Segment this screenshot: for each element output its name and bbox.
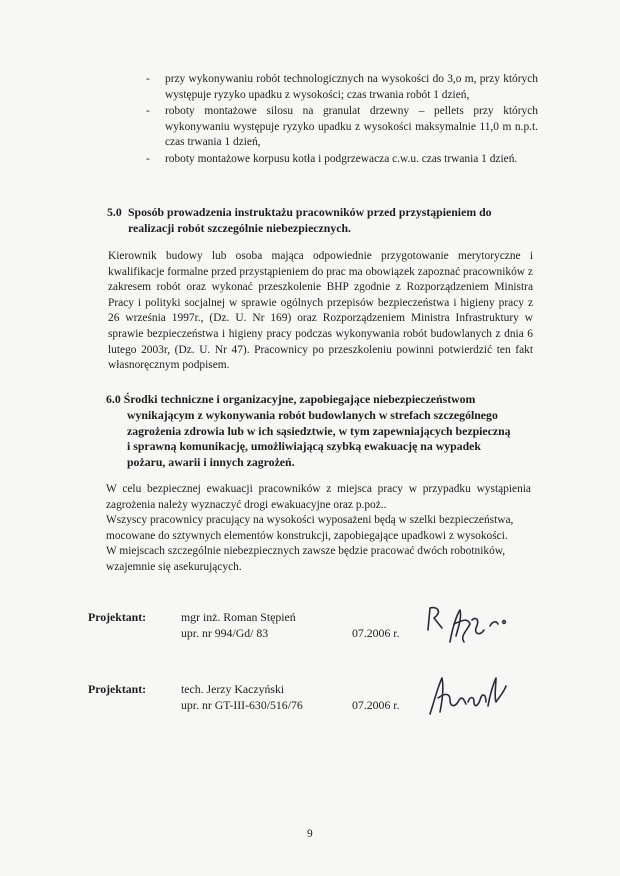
section-title-line: zagrożenia zdrowia lub w ich sąsiedztwie, w tym zapewniających bezpieczną: [127, 423, 511, 438]
signatory-license: upr. nr 994/Gd/ 83: [181, 626, 269, 640]
bullet-marker: -: [146, 105, 150, 118]
section-6-heading: [106, 392, 526, 471]
section-title-line: pożaru, awarii i innych zagrożeń.: [127, 455, 295, 470]
list-item: - roboty montażowe silosu na granulat drzewny – pellets przy których wykonywaniu występuje ryzyko upadku z wysokości maksymalnie 11,0 m n.p.t. czas trwania 1 dzień,: [146, 105, 538, 149]
section-title-line: wynikającym z wykonywania robót budowlanych w strefach szczególnego: [127, 407, 498, 422]
signatory-date: 07.2006 r.: [352, 698, 400, 712]
handwritten-signature-icon: [424, 672, 514, 722]
handwritten-signature-icon: [420, 602, 540, 652]
signatory-name: mgr inż. Roman Stępień: [181, 610, 296, 624]
section-title-line: 6.0 Środki techniczne i organizacyjne, zapobiegające niebezpieczeństwom: [106, 392, 476, 406]
section-5-heading: [107, 205, 527, 237]
section-title-line: realizacji robót szczególnie niebezpiecznych.: [128, 220, 351, 235]
signatory-name: tech. Jerzy Kaczyński: [181, 682, 285, 696]
signatory-date: 07.2006 r.: [352, 626, 400, 640]
bullet-marker: -: [146, 73, 150, 85]
page-number: 9: [307, 828, 313, 840]
paragraph: Wszyscy pracownicy pracujący na wysokości wyposażeni będą w szelki bezpieczeństwa, mocowane do sztywnych elementów konstrukcji, zapobiegające upadkowi z wysokości.: [106, 514, 514, 542]
signatory-block: [88, 682, 146, 698]
signatory-label: Projektant:: [88, 682, 147, 696]
bullet-marker: -: [146, 152, 150, 165]
list-item: - roboty montażowe korpusu kotła i podgrzewacza c.w.u. czas trwania 1 dzień.: [146, 152, 538, 168]
list-item: - przy wykonywaniu robót technologicznych na wysokości do 3,o m, przy których występuje ryzyko upadku z wysokości; czas trwania robót 1 dzień,: [146, 73, 538, 101]
section-6-body: [106, 482, 531, 576]
section-5-body: Kierownik budowy lub osoba mająca odpowiednie przygotowanie merytoryczne i kwalifikacje formalne przed przystąpieniem do prac ma obowiązek zapoznać pracowników z zakresem robót oraz wykonać przeszkolenie BHP zgodnie z Rozporządzeniem Ministra Pracy i polityki socjalnej w sprawie ogólnych przepisów bezpieczeństwa i higieny pracy z 26 września 1997r., (Dz. U. Nr 169) oraz Rozporządzeniem Ministra Infrastruktury w sprawie bezpieczeństwa i higieny pracy podczas wykonywania robót budowlanych z dnia 6 lutego 2003r, (Dz. U. Nr 47). Pracownicy po przeszkoleniu powinni potwierdzić ten fakt własnoręcznym podpisem.: [108, 250, 533, 372]
signatory-license: upr. nr GT-III-630/516/76: [181, 698, 303, 712]
section-number: 5.0: [107, 205, 122, 219]
paragraph: W celu bezpiecznej ewakuacji pracowników z miejsca pracy w przypadku wystąpienia zagrożenia należy wyznaczyć drogi ewakuacyjne oraz p.poż..: [106, 483, 531, 511]
paragraph: W miejscach szczególnie niebezpiecznych zawsze będzie pracować dwóch robotników, wzajemnie się asekurujących.: [106, 545, 506, 573]
signatory-block: [88, 610, 146, 626]
hazard-list: [146, 72, 538, 169]
section-title-line: Sposób prowadzenia instruktażu pracowników przed przystąpieniem do: [128, 205, 492, 219]
section-title-line: i sprawną komunikację, umożliwiającą szybką ewakuację na wypadek: [127, 439, 481, 454]
signatory-label: Projektant:: [88, 610, 147, 624]
